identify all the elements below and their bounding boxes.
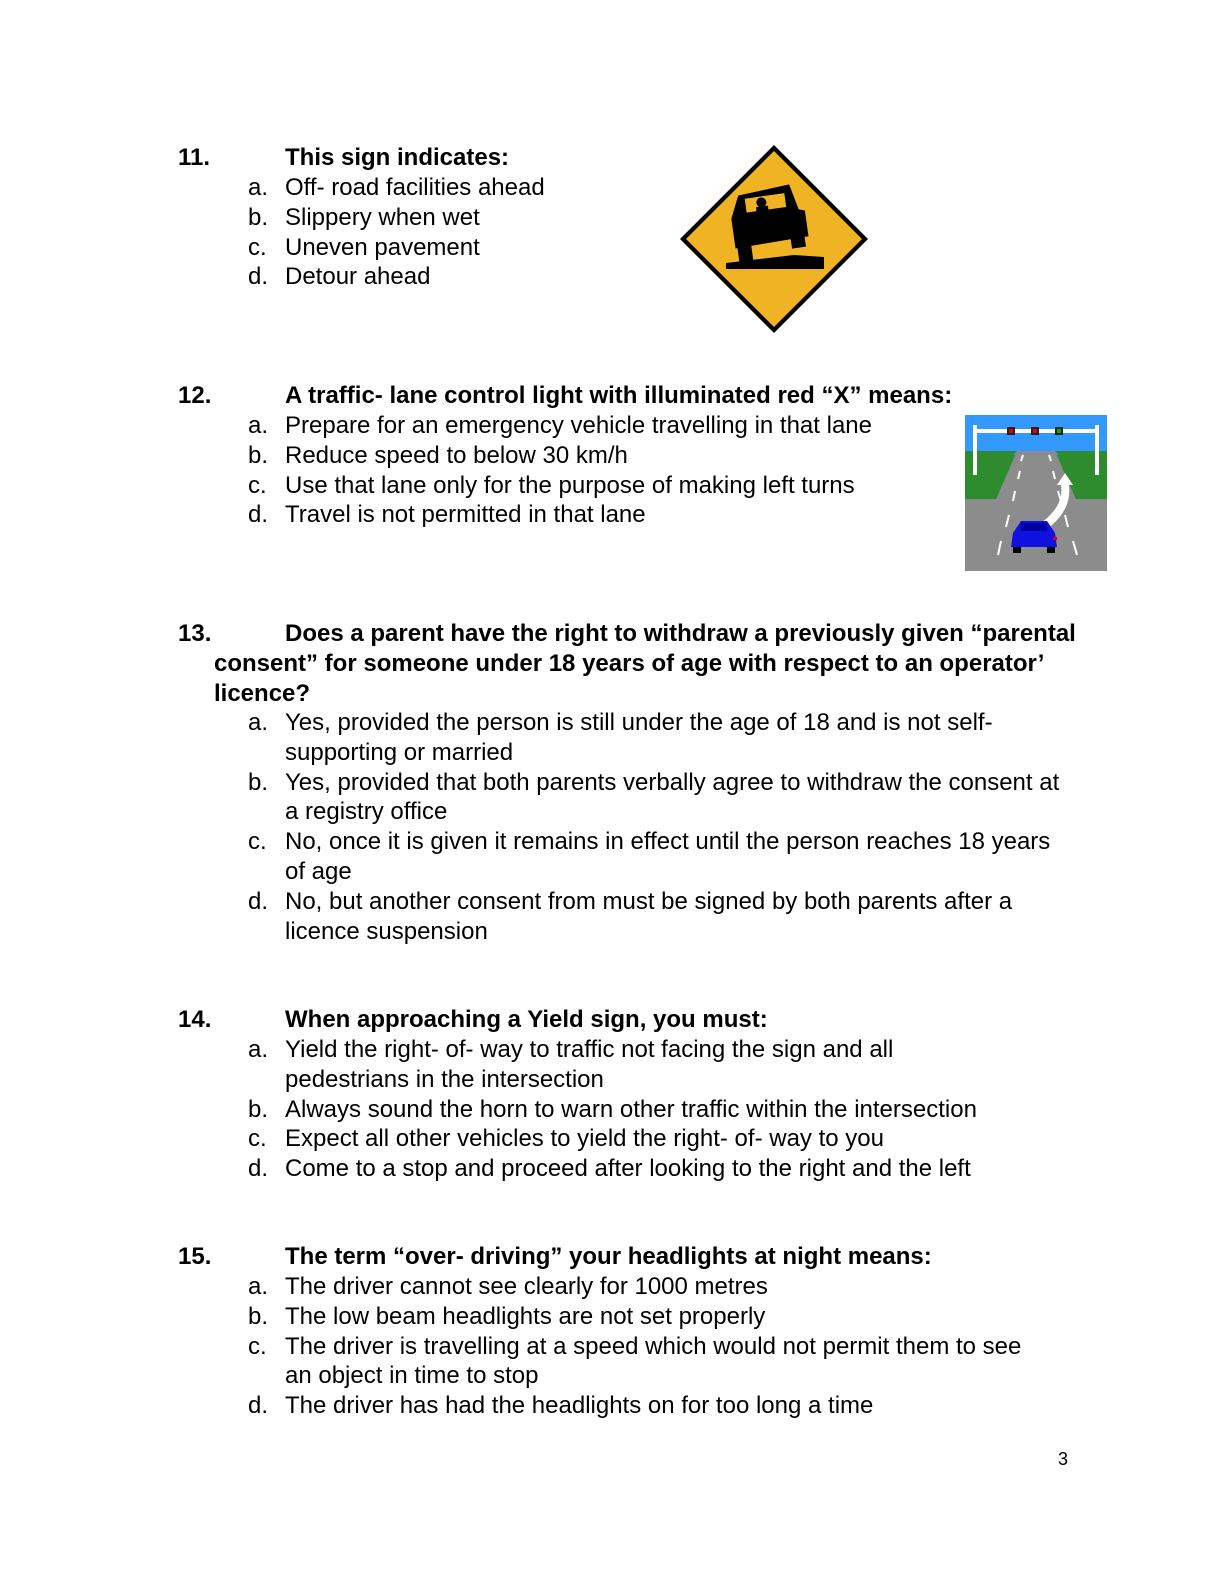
option-text: Yield the right- of- way to traffic not facing the sign and all pedestrians in the intersection: [285, 1036, 894, 1093]
option-letter: a.: [248, 1273, 269, 1300]
option-d[interactable]: [248, 887, 1068, 947]
option-letter: b.: [248, 1302, 269, 1330]
option-d[interactable]: [248, 1154, 1048, 1184]
option-text: Yes, provided the person is still under the age of 18 and is not self-supporting or married: [285, 709, 993, 766]
option-text: Travel is not permitted in that lane: [285, 501, 646, 529]
option-text: The driver has had the headlights on for too long a time: [285, 1392, 874, 1420]
option-a[interactable]: [248, 173, 545, 203]
page-number: 3: [1058, 1449, 1069, 1469]
option-a[interactable]: [248, 1272, 1048, 1302]
option-text: Uneven pavement: [285, 233, 480, 261]
option-c[interactable]: [248, 233, 545, 263]
question-number: 14.: [178, 1006, 212, 1033]
option-c[interactable]: [248, 471, 872, 501]
option-d[interactable]: [248, 500, 872, 530]
option-b[interactable]: [248, 1302, 1048, 1332]
option-letter: a.: [248, 709, 269, 736]
option-letter: d.: [248, 1155, 269, 1183]
option-b[interactable]: [248, 441, 872, 471]
option-letter: d.: [248, 1392, 269, 1420]
option-d[interactable]: [248, 1391, 1048, 1421]
option-text: No, once it is given it remains in effect until the person reaches 18 years of age: [285, 828, 1051, 885]
option-d[interactable]: [248, 262, 545, 292]
question-text: A traffic- lane control light with illuminated red “X” means:: [285, 382, 953, 409]
option-text: The driver is travelling at a speed which would not permit them to see an object in time to stop: [285, 1332, 1022, 1390]
option-text: Off- road facilities ahead: [285, 174, 545, 201]
question-text: The term “over- driving” your headlights at night means:: [285, 1243, 932, 1270]
option-a[interactable]: [248, 1035, 1048, 1095]
uneven-pavement-sign-icon: [678, 143, 870, 335]
question-number: 11.: [178, 144, 211, 171]
option-c[interactable]: [248, 1124, 1048, 1154]
option-letter: c.: [248, 1332, 267, 1360]
question-number: 12.: [178, 382, 212, 409]
option-a[interactable]: [248, 708, 1068, 768]
option-letter: c.: [248, 828, 267, 856]
option-c[interactable]: [248, 1332, 1048, 1392]
option-letter: b.: [248, 768, 269, 796]
option-letter: b.: [248, 1095, 269, 1123]
option-letter: b.: [248, 203, 269, 231]
option-letter: d.: [248, 263, 269, 291]
option-text: Slippery when wet: [285, 203, 480, 231]
question-number: 13.: [178, 620, 212, 647]
option-b[interactable]: [248, 203, 545, 233]
option-a[interactable]: [248, 411, 872, 441]
option-letter: a.: [248, 174, 269, 201]
option-letter: b.: [248, 441, 269, 469]
option-b[interactable]: [248, 768, 1068, 828]
option-letter: a.: [248, 1036, 269, 1063]
option-letter: c.: [248, 1125, 267, 1153]
option-b[interactable]: [248, 1095, 1048, 1125]
question-number: 15.: [178, 1243, 212, 1270]
option-letter: c.: [248, 471, 267, 499]
option-text: The low beam headlights are not set properly: [285, 1302, 766, 1330]
option-text: Yes, provided that both parents verbally agree to withdraw the consent at a registry office: [285, 768, 1060, 826]
option-text: The driver cannot see clearly for 1000 metres: [285, 1273, 768, 1300]
option-text: Detour ahead: [285, 263, 431, 291]
option-text: Prepare for an emergency vehicle travelling in that lane: [285, 412, 872, 439]
option-c[interactable]: [248, 827, 1068, 887]
option-text: Always sound the horn to warn other traffic within the intersection: [285, 1095, 977, 1123]
question-text: This sign indicates:: [285, 144, 510, 171]
option-text: Use that lane only for the purpose of making left turns: [285, 471, 855, 499]
option-text: Reduce speed to below 30 km/h: [285, 441, 628, 469]
option-text: Come to a stop and proceed after looking to the right and the left: [285, 1155, 971, 1183]
question-text: Does a parent have the right to withdraw a previously given “parental consent” for someone under 18 years of age with respect to an operator’ licence?: [214, 620, 1076, 707]
question-text: When approaching a Yield sign, you must:: [285, 1006, 768, 1033]
option-letter: c.: [248, 233, 267, 261]
option-text: No, but another consent from must be signed by both parents after a licence suspension: [285, 887, 1013, 945]
option-letter: d.: [248, 887, 269, 915]
options-list: [248, 173, 545, 292]
options-list: [248, 411, 872, 530]
lane-control-light-icon: [965, 415, 1107, 571]
option-letter: d.: [248, 501, 269, 529]
option-text: Expect all other vehicles to yield the right- of- way to you: [285, 1125, 884, 1153]
option-letter: a.: [248, 412, 269, 439]
options-list: [248, 1272, 1048, 1421]
options-list: [248, 1035, 1048, 1184]
options-list: [248, 708, 1068, 946]
